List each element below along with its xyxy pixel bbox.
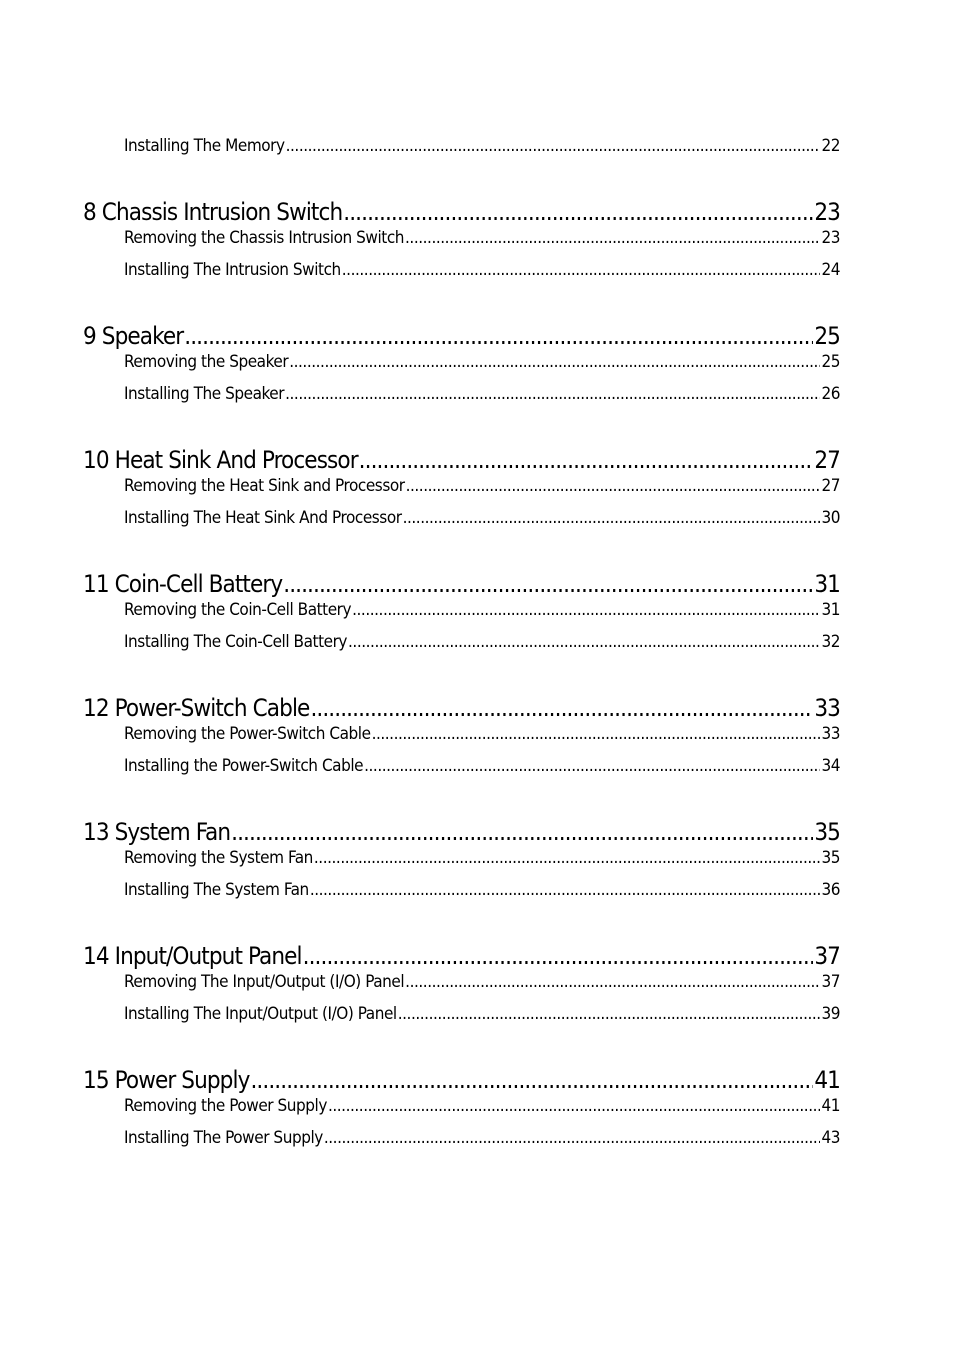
- toc-chapter-page: 27: [814, 446, 840, 474]
- dot-leader: [364, 754, 820, 778]
- toc-entry-title: Installing The System Fan: [124, 880, 309, 900]
- toc-entry-page: 32: [821, 632, 840, 652]
- toc-entry-page: 41: [821, 1096, 840, 1116]
- toc-entry-title: Removing the Speaker: [124, 352, 289, 372]
- toc-entry-page: 36: [821, 880, 840, 900]
- toc-entry-page: 23: [821, 228, 840, 248]
- toc-chapters: [83, 194, 840, 1158]
- toc-chapter-title: 8 Chassis Intrusion Switch: [83, 198, 343, 226]
- toc-entry[interactable]: [83, 878, 840, 910]
- toc-entry-page: 22: [821, 136, 840, 156]
- dot-leader: [286, 134, 821, 158]
- toc-entry-page: 35: [821, 848, 840, 868]
- toc-entry-title: Installing the Power-Switch Cable: [124, 756, 364, 776]
- toc-chapter-title: 12 Power-Switch Cable: [83, 694, 310, 722]
- dot-leader: [328, 1094, 820, 1118]
- toc-entry-page: 25: [821, 352, 840, 372]
- dot-leader: [314, 846, 821, 870]
- toc-chapter-heading[interactable]: [83, 194, 840, 226]
- toc-chapter-title: 9 Speaker: [83, 322, 184, 350]
- dot-leader: [403, 506, 821, 530]
- toc-entry-title: Installing The Speaker: [124, 384, 285, 404]
- toc-chapter-heading[interactable]: [83, 442, 840, 474]
- toc-entry-page: 27: [821, 476, 840, 496]
- toc-entry[interactable]: [83, 970, 840, 1002]
- toc-entry[interactable]: [83, 1094, 840, 1126]
- dot-leader: [359, 442, 814, 474]
- toc-chapter-page: 25: [814, 322, 840, 350]
- toc-entry-page: 31: [821, 600, 840, 620]
- toc-chapter-heading[interactable]: [83, 566, 840, 598]
- toc-chapter-title: 14 Input/Output Panel: [83, 942, 302, 970]
- toc-chapter-heading[interactable]: [83, 318, 840, 350]
- toc-entry-title: Removing The Input/Output (I/O) Panel: [124, 972, 405, 992]
- toc-entry[interactable]: [83, 474, 840, 506]
- toc-entry[interactable]: [83, 382, 840, 414]
- toc-entry-page: 24: [821, 260, 840, 280]
- toc-chapter-page: 33: [814, 694, 840, 722]
- toc-chapter-page: 37: [814, 942, 840, 970]
- toc-entry[interactable]: [83, 350, 840, 382]
- toc-chapter-title: 11 Coin-Cell Battery: [83, 570, 283, 598]
- toc-chapter-title: 15 Power Supply: [83, 1066, 250, 1094]
- dot-leader: [184, 318, 813, 350]
- toc-entry-page: 34: [821, 756, 840, 776]
- dot-leader: [285, 382, 820, 406]
- toc-entry-title: Removing the Heat Sink and Processor: [124, 476, 405, 496]
- toc-entry-title: Installing The Heat Sink And Processor: [124, 508, 402, 528]
- toc-entry-title: Removing the Coin-Cell Battery: [124, 600, 352, 620]
- toc-entry[interactable]: [83, 1002, 840, 1034]
- toc-entry-title: Removing the Chassis Intrusion Switch: [124, 228, 405, 248]
- toc-chapter-title: 13 System Fan: [83, 818, 231, 846]
- toc-entry-title: Removing the Power Supply: [124, 1096, 327, 1116]
- toc-chapter-page: 41: [814, 1066, 840, 1094]
- dot-leader: [310, 690, 813, 722]
- toc-chapter-heading[interactable]: [83, 1062, 840, 1094]
- toc-entry[interactable]: [83, 754, 840, 786]
- toc-chapter-heading[interactable]: [83, 938, 840, 970]
- dot-leader: [398, 1002, 821, 1026]
- dot-leader: [283, 566, 813, 598]
- toc-chapter-heading[interactable]: [83, 690, 840, 722]
- dot-leader: [405, 970, 820, 994]
- toc-entry-title: Installing The Memory: [124, 136, 285, 156]
- toc-entry-title: Removing the Power-Switch Cable: [124, 724, 371, 744]
- toc-chapter-page: 31: [814, 570, 840, 598]
- toc-entry[interactable]: [83, 258, 840, 290]
- dot-leader: [352, 598, 820, 622]
- toc-chapter-page: 35: [814, 818, 840, 846]
- dot-leader: [405, 226, 820, 250]
- dot-leader: [303, 938, 814, 970]
- dot-leader: [342, 258, 821, 282]
- toc-chapter-heading[interactable]: [83, 814, 840, 846]
- toc-entry[interactable]: [83, 506, 840, 538]
- dot-leader: [250, 1062, 813, 1094]
- dot-leader: [372, 722, 821, 746]
- toc-entry-title: Installing The Coin-Cell Battery: [124, 632, 348, 652]
- toc-entry-page: 39: [821, 1004, 840, 1024]
- dot-leader: [231, 814, 813, 846]
- toc-entry[interactable]: [83, 630, 840, 662]
- toc-entry[interactable]: [83, 598, 840, 630]
- toc-entry-page: 26: [821, 384, 840, 404]
- toc-entry-page: 30: [821, 508, 840, 528]
- toc-entry-title: Installing The Intrusion Switch: [124, 260, 341, 280]
- dot-leader: [406, 474, 821, 498]
- dot-leader: [324, 1126, 821, 1150]
- toc-entry-title: Installing The Input/Output (I/O) Panel: [124, 1004, 397, 1024]
- toc-chapter-page: 23: [814, 198, 840, 226]
- dot-leader: [289, 350, 820, 374]
- dot-leader: [348, 630, 820, 654]
- toc-entry-title: Removing the System Fan: [124, 848, 313, 868]
- toc-entry[interactable]: [83, 846, 840, 878]
- toc-entry[interactable]: [83, 1126, 840, 1158]
- toc-chapter-title: 10 Heat Sink And Processor: [83, 446, 358, 474]
- toc-entry[interactable]: [83, 722, 840, 754]
- toc-entry-title: Installing The Power Supply: [124, 1128, 323, 1148]
- toc-entry[interactable]: [83, 134, 840, 166]
- dot-leader: [310, 878, 821, 902]
- dot-leader: [343, 194, 813, 226]
- toc-entry[interactable]: [83, 226, 840, 258]
- toc-entry-page: 33: [821, 724, 840, 744]
- toc-entry-page: 43: [821, 1128, 840, 1148]
- table-of-contents: [83, 134, 840, 1158]
- toc-entry-page: 37: [821, 972, 840, 992]
